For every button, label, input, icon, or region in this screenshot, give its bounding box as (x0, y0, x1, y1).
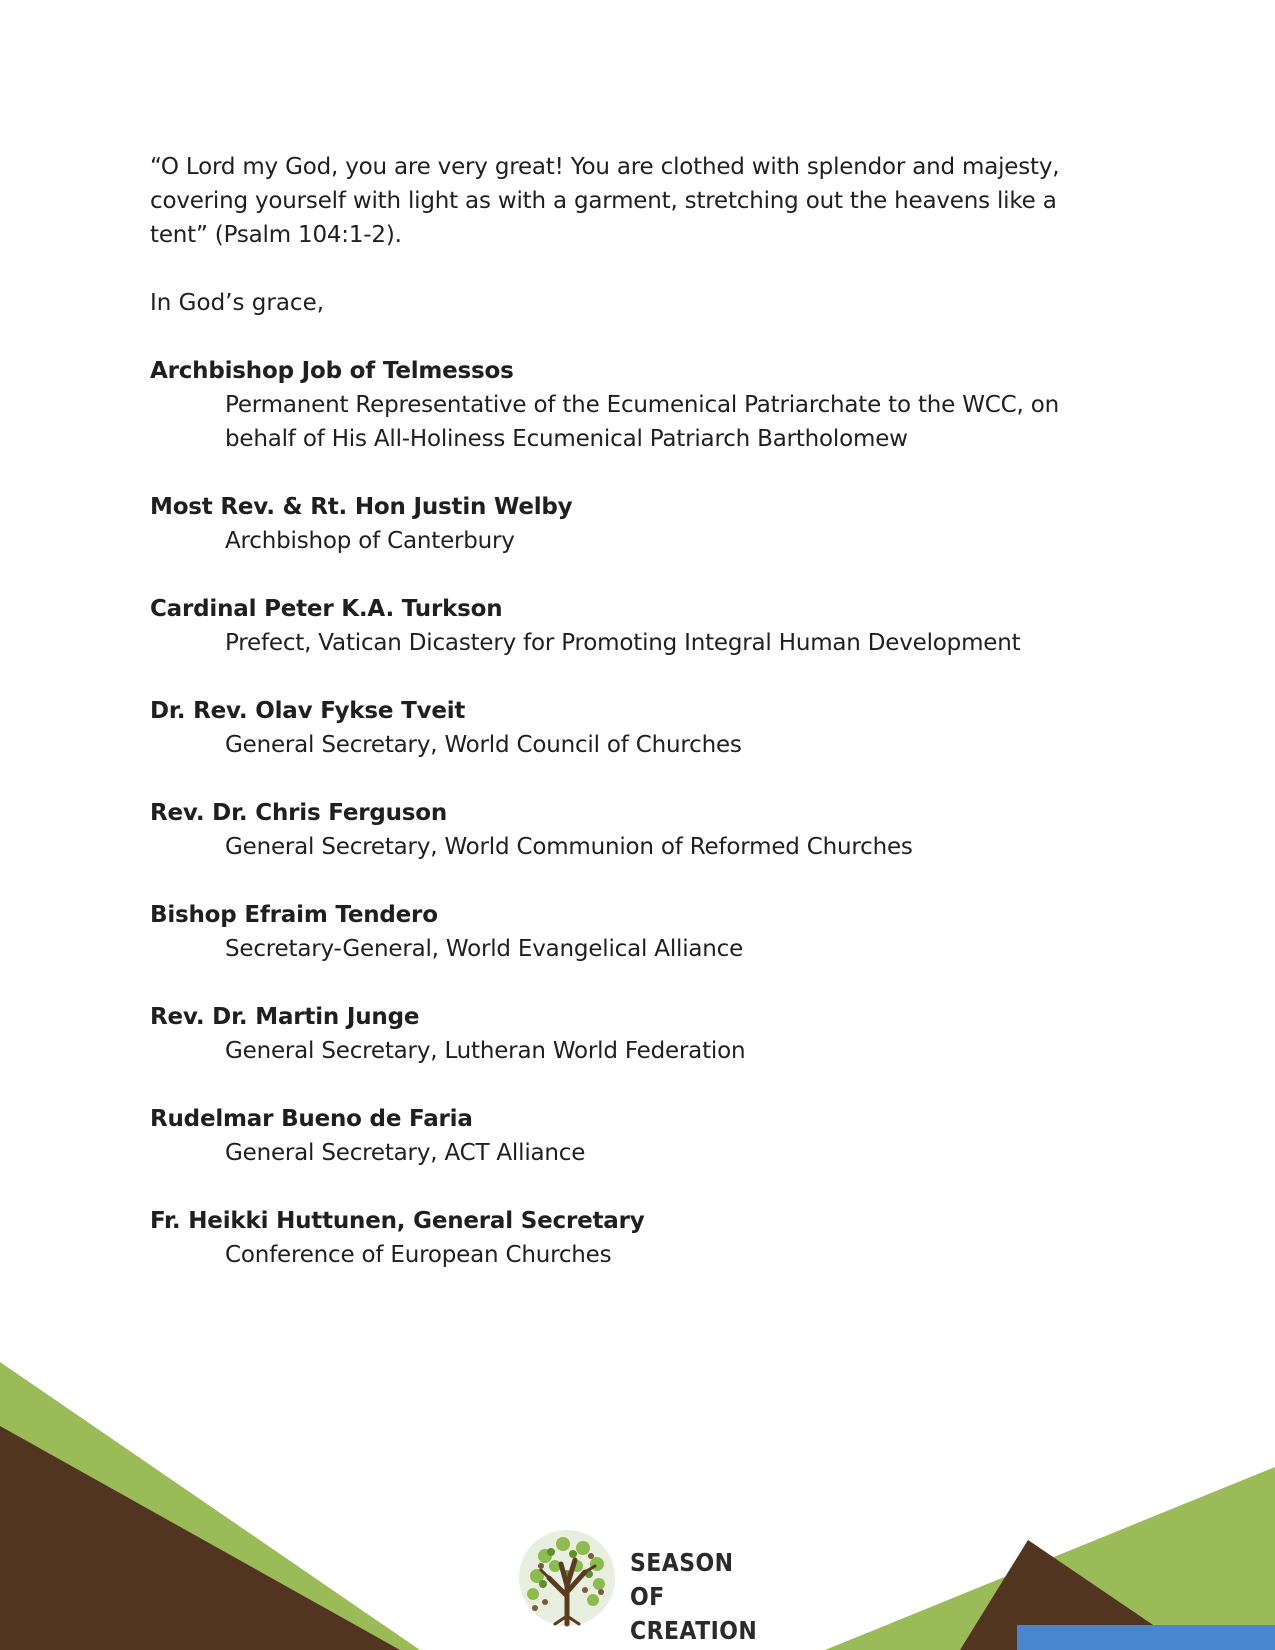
signatory-list (150, 354, 1090, 1272)
closing-greeting: In God’s grace, (150, 290, 325, 316)
logo-line-1: SEASON OF (630, 1548, 734, 1611)
signatory-title: General Secretary, World Communion of Reformed Churches (225, 834, 913, 860)
signatory-name: Fr. Heikki Huttunen, General Secretary (150, 1208, 645, 1234)
signatory (150, 592, 1090, 660)
signatory-title: Prefect, Vatican Dicastery for Promoting Integral Human Development (225, 630, 1021, 656)
right-green-triangle (825, 1467, 1275, 1650)
signatory (150, 1000, 1090, 1068)
signatory-name: Rev. Dr. Chris Ferguson (150, 800, 448, 826)
signatory-title: Permanent Representative of the Ecumenical Patriarchate to the WCC, on behalf of His All-Holiness Ecumenical Patriarch Bartholomew (225, 392, 1059, 452)
signatory-name: Most Rev. & Rt. Hon Justin Welby (150, 494, 573, 520)
signatory (150, 694, 1090, 762)
signatory (150, 796, 1090, 864)
logo-line-2: CREATION (630, 1616, 758, 1645)
letter-body (150, 150, 1090, 1306)
signatory (150, 898, 1090, 966)
signatory (150, 1204, 1090, 1272)
signatory-name: Dr. Rev. Olav Fykse Tveit (150, 698, 466, 724)
signatory-name: Cardinal Peter K.A. Turkson (150, 596, 503, 622)
left-green-triangle (0, 1362, 420, 1650)
signatory-name: Rev. Dr. Martin Junge (150, 1004, 420, 1030)
logo-wordmark (630, 1546, 775, 1648)
signatory-title: General Secretary, Lutheran World Federation (225, 1038, 746, 1064)
blue-corner-bar (1017, 1625, 1275, 1650)
left-brown-triangle (0, 1426, 400, 1650)
signatory-title: Conference of European Churches (225, 1242, 612, 1268)
signatory-name: Rudelmar Bueno de Faria (150, 1106, 473, 1132)
signatory (150, 354, 1090, 456)
tree-icon (515, 1526, 619, 1630)
signatory-title: Archbishop of Canterbury (225, 528, 515, 554)
season-of-creation-logo (515, 1526, 765, 1645)
signatory-name: Archbishop Job of Telmessos (150, 358, 514, 384)
signatory-title: General Secretary, World Council of Churches (225, 732, 742, 758)
signatory-name: Bishop Efraim Tendero (150, 902, 438, 928)
right-brown-triangle (960, 1540, 1190, 1650)
signatory-title: Secretary-General, World Evangelical Alliance (225, 936, 744, 962)
signatory-title: General Secretary, ACT Alliance (225, 1140, 586, 1166)
psalm-quote: “O Lord my God, you are very great! You are clothed with splendor and majesty, covering yourself with light as with a garment, stretching out the heavens like a tent” (Psalm 104:1-2). (150, 154, 1060, 248)
signatory (150, 490, 1090, 558)
signatory (150, 1102, 1090, 1170)
